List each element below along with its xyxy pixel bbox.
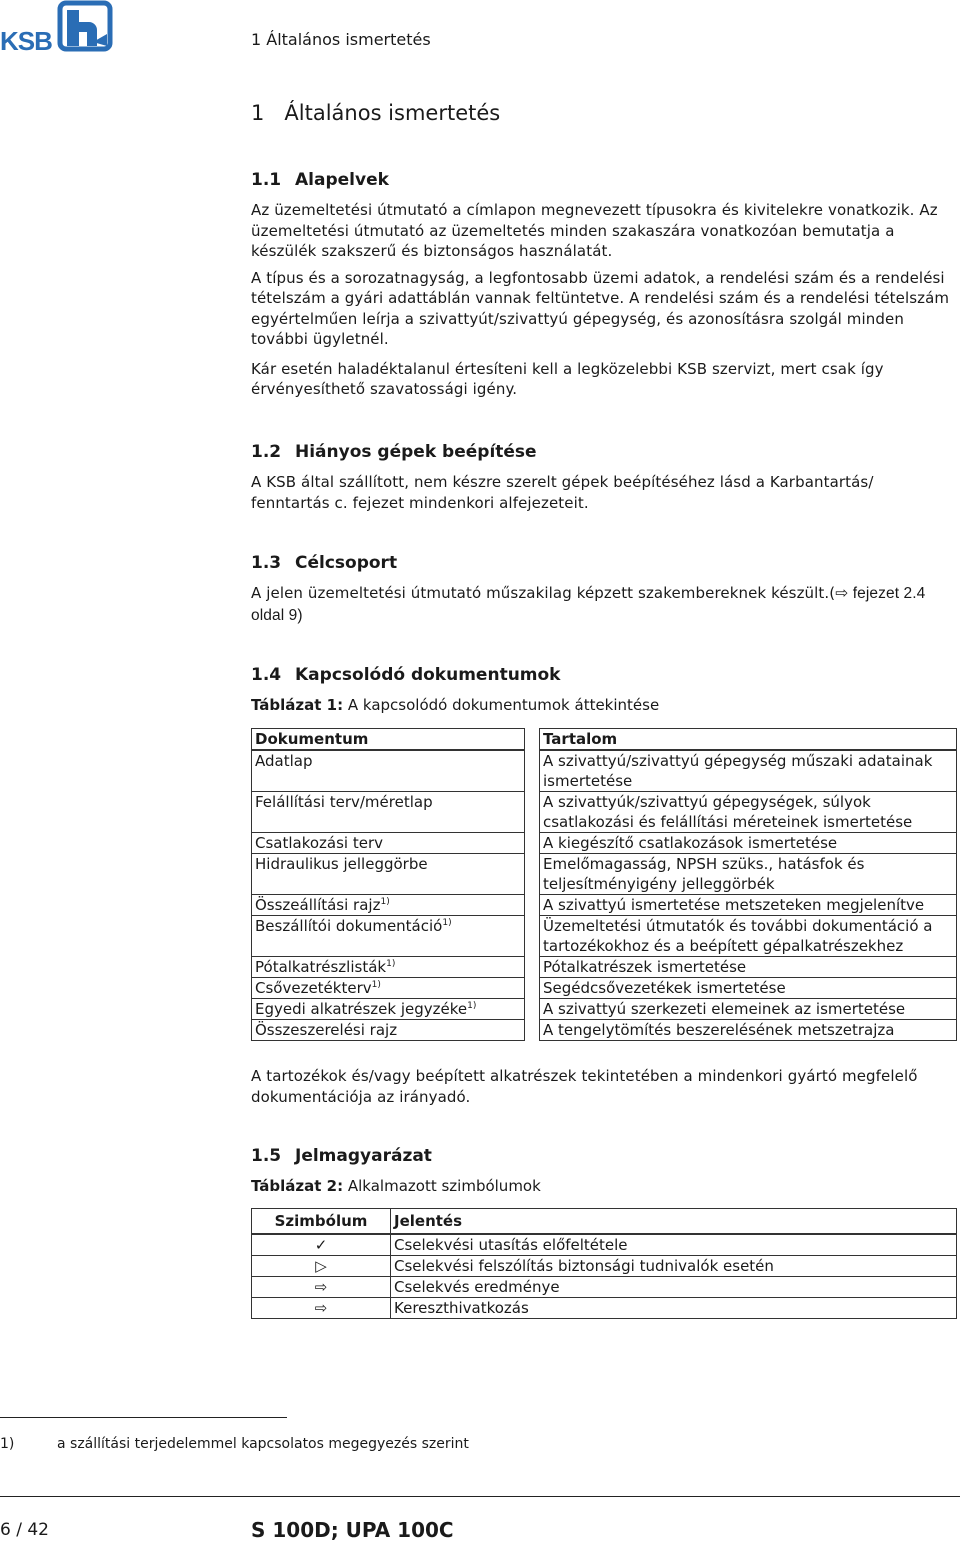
column-header: Dokumentum bbox=[252, 729, 525, 751]
meaning-cell: Kereszthivatkozás bbox=[391, 1298, 957, 1319]
footer-divider bbox=[0, 1496, 960, 1497]
section-1-3-body bbox=[251, 583, 951, 626]
document-cell bbox=[252, 916, 525, 957]
section-heading-1-2 bbox=[251, 442, 537, 462]
document-name: Pótalkatrészlisták bbox=[255, 958, 387, 976]
table-row bbox=[252, 1234, 957, 1256]
content-cell: A szivattyú ismertetése metszeteken megjelenítve bbox=[540, 895, 957, 916]
caption-label: Táblázat 2: bbox=[251, 1177, 344, 1195]
table-row bbox=[252, 957, 957, 978]
section-1-1-body bbox=[251, 200, 951, 400]
paragraph bbox=[251, 583, 951, 626]
document-cell bbox=[252, 1020, 525, 1041]
section-title: Jelmagyarázat bbox=[295, 1146, 432, 1166]
column-header: Tartalom bbox=[540, 729, 957, 751]
meaning-cell: Cselekvési utasítás előfeltétele bbox=[391, 1234, 957, 1256]
section-1-2-body bbox=[251, 472, 951, 513]
table-row bbox=[252, 854, 957, 895]
meaning-cell: Cselekvés eredménye bbox=[391, 1277, 957, 1298]
document-cell bbox=[252, 854, 525, 895]
content-cell: A szivattyúk/szivattyú gépegységek, súlyok csatlakozási és felállítási méreteinek ismertetése bbox=[540, 792, 957, 833]
section-number: 1.5 bbox=[251, 1146, 282, 1166]
table-header-row bbox=[252, 729, 957, 751]
section-title: Alapelvek bbox=[295, 170, 389, 190]
ksb-logo bbox=[0, 0, 114, 52]
page-number: 6 / 42 bbox=[0, 1520, 49, 1540]
section-title: Hiányos gépek beépítése bbox=[295, 442, 537, 462]
table-row bbox=[252, 1020, 957, 1041]
content-cell: A szivattyú/szivattyú gépegység műszaki adatainak ismertetése bbox=[540, 750, 957, 792]
footnote-mark: 1) bbox=[0, 1436, 15, 1452]
content-cell: A szivattyú szerkezeti elemeinek az ismertetése bbox=[540, 999, 957, 1020]
document-name: Összeszerelési rajz bbox=[255, 1021, 398, 1039]
footnote-ref: 1) bbox=[442, 918, 452, 928]
column-header: Jelentés bbox=[391, 1209, 957, 1235]
document-name: Összeállítási rajz bbox=[255, 896, 381, 914]
footnote-ref: 1) bbox=[386, 959, 396, 969]
footnote-ref: 1) bbox=[371, 980, 381, 990]
content-cell: Pótalkatrészek ismertetése bbox=[540, 957, 957, 978]
cross-reference-link[interactable]: fejezet 2.4 oldal 9) bbox=[251, 585, 926, 624]
table-row bbox=[252, 792, 957, 833]
paragraph: Kár esetén haladéktalanul értesíteni kell a legközelebbi KSB szervizt, mert csak így érvényesíthető szavatossági igény. bbox=[251, 359, 884, 398]
caption-text: A kapcsolódó dokumentumok áttekintése bbox=[343, 696, 660, 714]
document-cell bbox=[252, 833, 525, 854]
section-title: Célcsoport bbox=[295, 553, 398, 573]
column-header: Szimbólum bbox=[252, 1209, 391, 1235]
content-cell: Emelőmagasság, NPSH szüks., hatásfok és teljesítményigény jelleggörbék bbox=[540, 854, 957, 895]
table-row bbox=[252, 833, 957, 854]
document-cell bbox=[252, 750, 525, 792]
paragraph: A tartozékok és/vagy beépített alkatrészek tekintetében a mindenkori gyártó megfelelő dokumentációja az irányadó. bbox=[251, 1067, 918, 1106]
section-number: 1.4 bbox=[251, 665, 282, 685]
symbol-icon: ⇨ bbox=[252, 1277, 391, 1298]
running-header: 1 Általános ismertetés bbox=[251, 30, 431, 49]
table-row bbox=[252, 978, 957, 999]
section-number: 1.2 bbox=[251, 442, 282, 462]
document-cell bbox=[252, 999, 525, 1020]
content-cell: Üzemeltetési útmutatók és további dokumentáció a tartozékokhoz és a beépített gépalkatrészekhez bbox=[540, 916, 957, 957]
caption-text: Alkalmazott szimbólumok bbox=[343, 1177, 541, 1195]
content-cell: A tengelytömítés beszerelésének metszetrajza bbox=[540, 1020, 957, 1041]
section-title: Kapcsolódó dokumentumok bbox=[295, 665, 561, 685]
document-cell bbox=[252, 978, 525, 999]
paragraph: Az üzemeltetési útmutató a címlapon megnevezett típusokra és kivitelekre vonatkozik. Az üzemeltetési útmutató az üzemeltetés minden szakaszára vonatkozóan bemutatja a készülék szakszerű és biztonságos használatát. bbox=[251, 201, 938, 260]
table-1-caption bbox=[251, 696, 659, 714]
section-heading-1-3 bbox=[251, 553, 397, 573]
symbol-icon: ✓ bbox=[252, 1234, 391, 1256]
chapter-title: Általános ismertetés bbox=[284, 101, 501, 125]
table-2-caption bbox=[251, 1177, 541, 1195]
section-number: 1.1 bbox=[251, 170, 282, 190]
section-1-4-note bbox=[251, 1066, 951, 1107]
content-cell: Segédcsővezetékek ismertetése bbox=[540, 978, 957, 999]
document-name: Beszállítói dokumentáció bbox=[255, 917, 443, 935]
document-name: Felállítási terv/méretlap bbox=[255, 793, 433, 811]
table-row bbox=[252, 750, 957, 792]
symbols-table bbox=[251, 1208, 957, 1319]
table-row bbox=[252, 916, 957, 957]
paragraph: A KSB által szállított, nem készre szerelt gépek beépítéséhez lásd a Karbantartás/ fenntartás c. fejezet mindenkori alfejezeteit. bbox=[251, 473, 874, 512]
document-name: Hidraulikus jelleggörbe bbox=[255, 855, 428, 873]
document-name: Adatlap bbox=[255, 752, 313, 770]
document-cell bbox=[252, 895, 525, 916]
document-cell bbox=[252, 792, 525, 833]
document-cell bbox=[252, 957, 525, 978]
ksb-logo-text: KSB bbox=[0, 26, 52, 52]
table-header-row bbox=[252, 1209, 957, 1235]
chapter-heading bbox=[251, 101, 500, 125]
table-row bbox=[252, 895, 957, 916]
section-heading-1-4 bbox=[251, 665, 561, 685]
symbol-icon: ⇨ bbox=[252, 1298, 391, 1319]
footnote-text: a szállítási terjedelemmel kapcsolatos megegyezés szerint bbox=[57, 1436, 469, 1452]
content-cell: A kiegészítő csatlakozások ismertetése bbox=[540, 833, 957, 854]
table-row bbox=[252, 999, 957, 1020]
section-number: 1.3 bbox=[251, 553, 282, 573]
chapter-number: 1 bbox=[251, 101, 265, 125]
table-row bbox=[252, 1256, 957, 1277]
table-row bbox=[252, 1298, 957, 1319]
meaning-cell: Cselekvési felszólítás biztonsági tudnivalók esetén bbox=[391, 1256, 957, 1277]
product-name: S 100D; UPA 100C bbox=[251, 1518, 454, 1542]
paragraph-text: A jelen üzemeltetési útmutató műszakilag képzett szakembereknek készült.( bbox=[251, 584, 836, 602]
symbol-icon: ▷ bbox=[252, 1256, 391, 1277]
section-heading-1-1 bbox=[251, 170, 389, 190]
footnote-divider bbox=[0, 1417, 287, 1418]
caption-label: Táblázat 1: bbox=[251, 696, 344, 714]
footnote-ref: 1) bbox=[380, 897, 390, 907]
paragraph: A típus és a sorozatnagyság, a legfontosabb üzemi adatok, a rendelési szám és a rendelési tételszám a gyári adattáblán vannak feltüntetve. A rendelési szám és a rendelési tételszám egyértelműen leírja a szivattyút/szivattyú gépegység, és azonosításra szolgál minden további ügyletnél. bbox=[251, 268, 950, 348]
document-name: Csatlakozási terv bbox=[255, 834, 384, 852]
footnote-ref: 1) bbox=[467, 1001, 477, 1011]
document-name: Csővezetékterv bbox=[255, 979, 372, 997]
section-heading-1-5 bbox=[251, 1146, 432, 1166]
table-row bbox=[252, 1277, 957, 1298]
document-name: Egyedi alkatrészek jegyzéke bbox=[255, 1000, 468, 1018]
cross-reference-arrow-icon: ⇨ bbox=[835, 585, 849, 602]
documents-table bbox=[251, 728, 957, 1041]
